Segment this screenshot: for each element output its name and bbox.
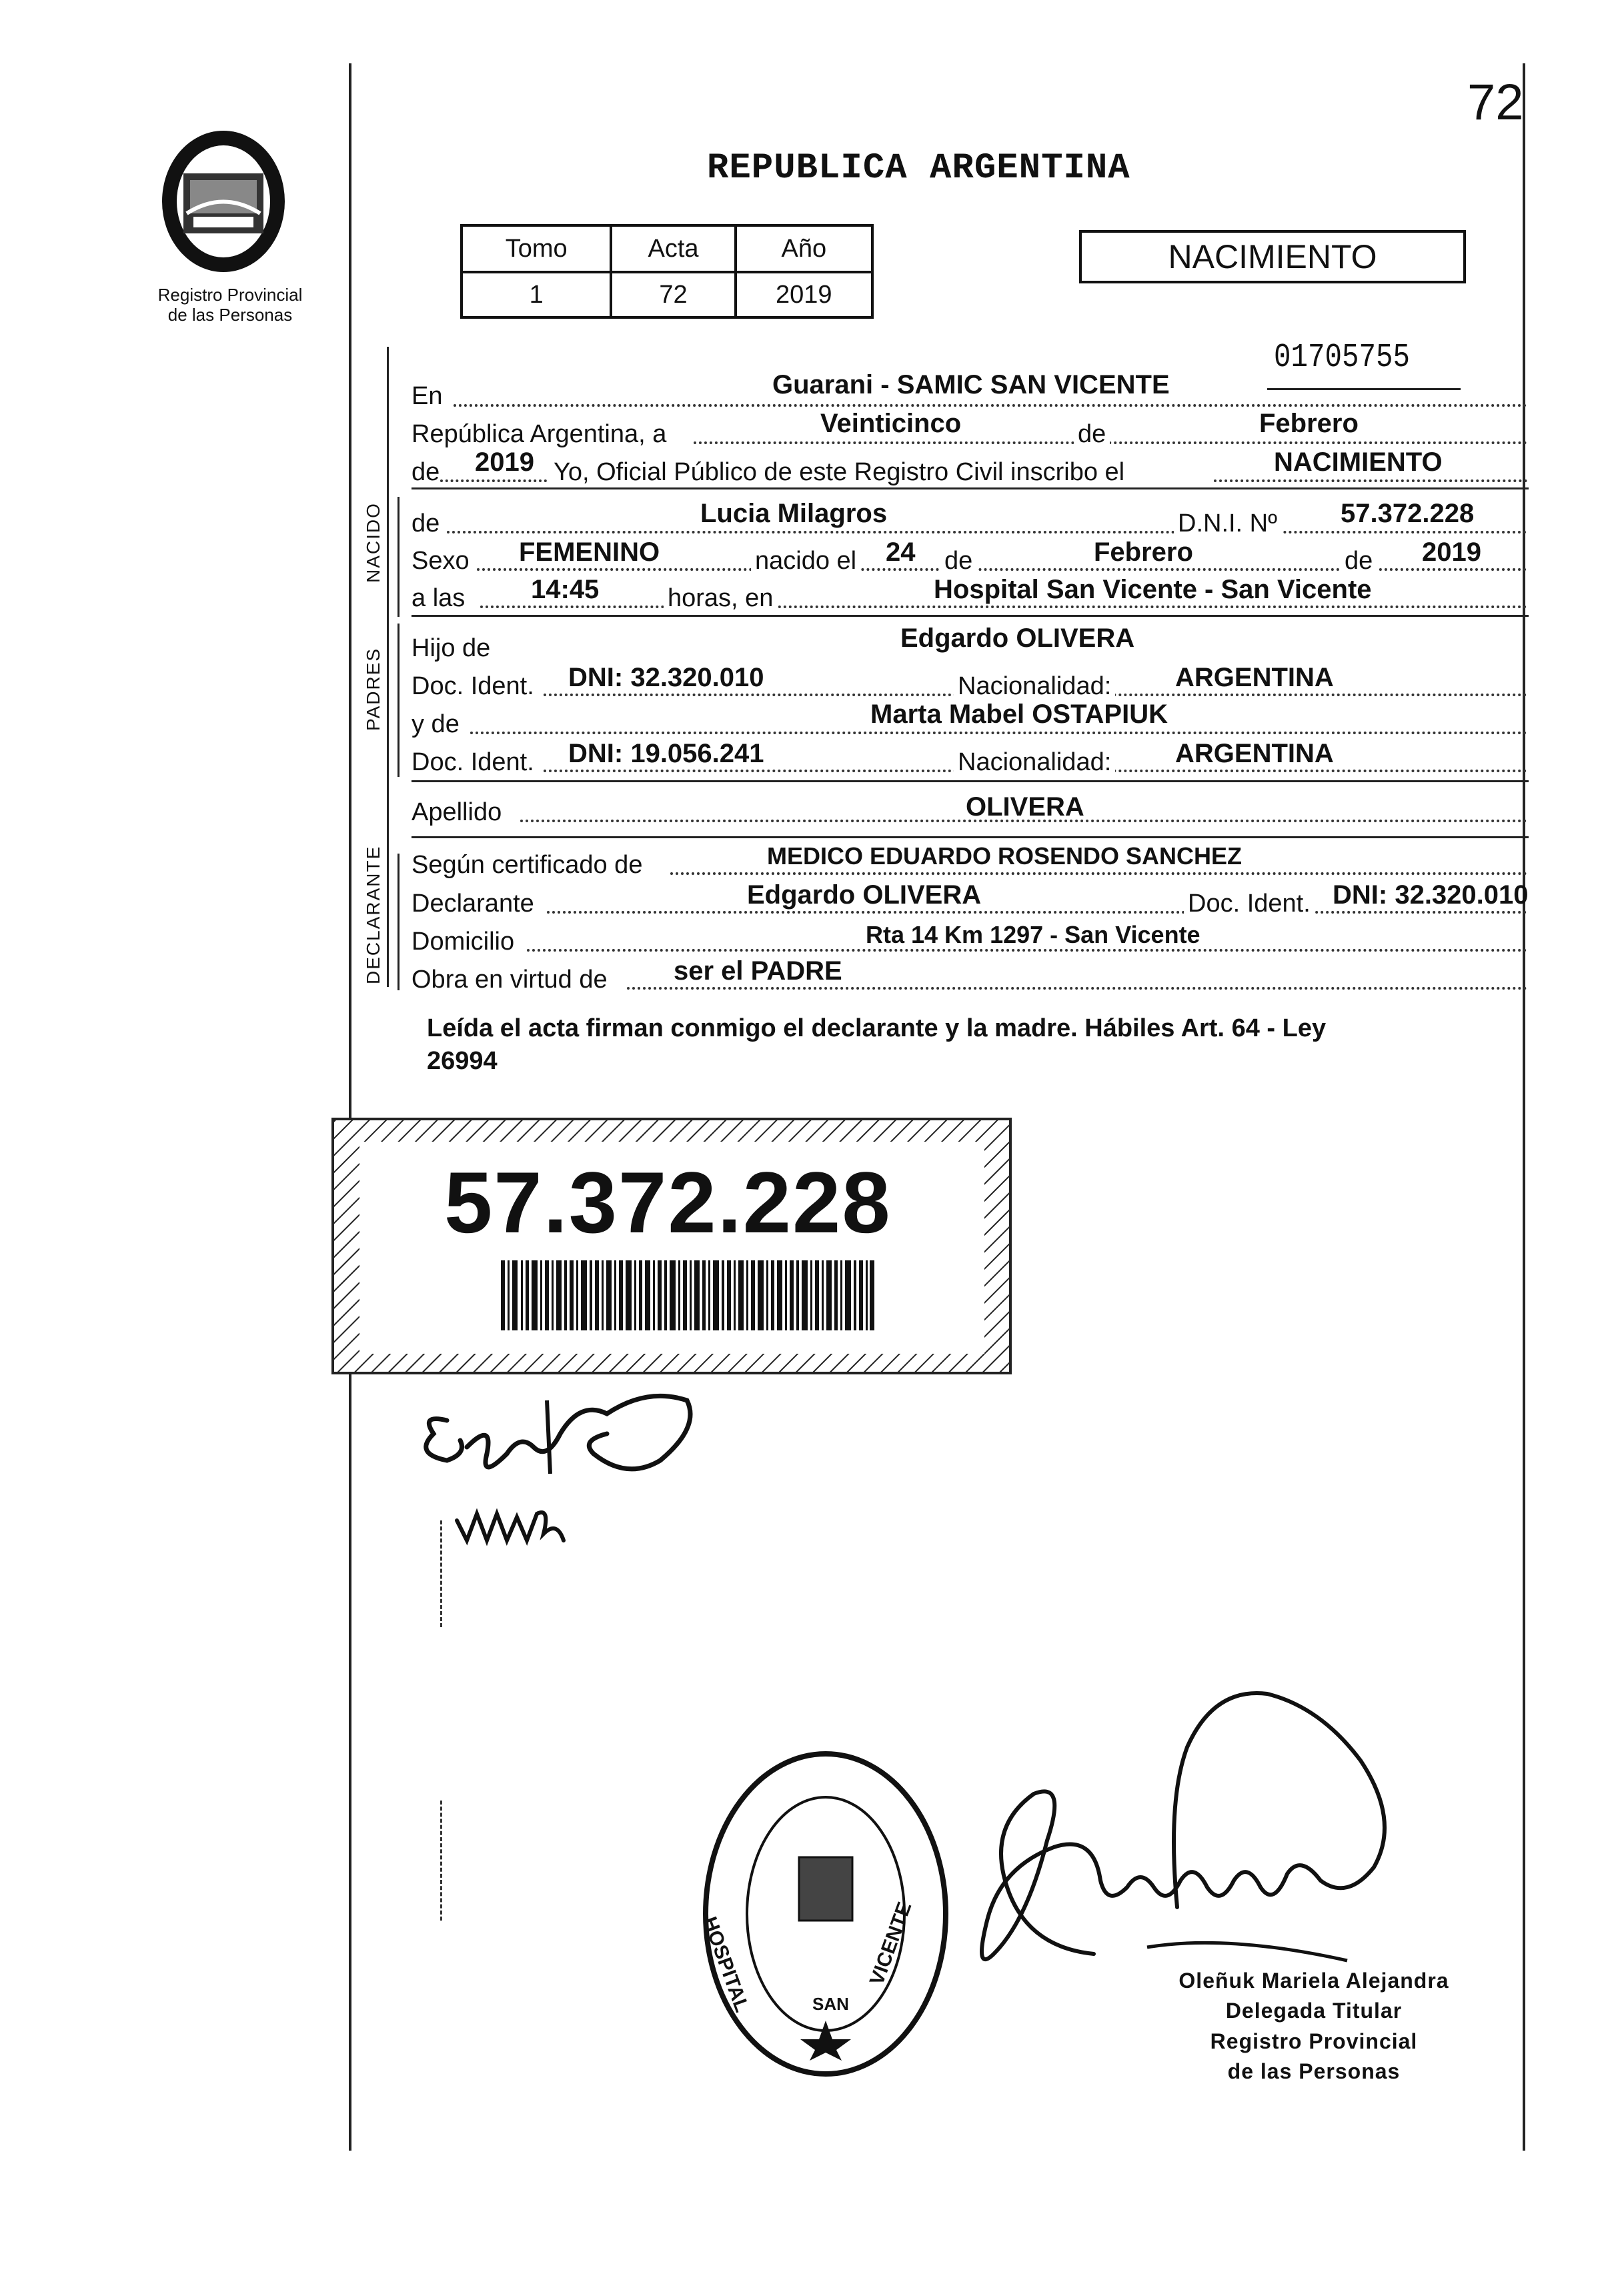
label-nacido-el: nacido el bbox=[751, 548, 860, 574]
signatory-office-1: Registro Provincial bbox=[1210, 2029, 1418, 2053]
official-signature-icon bbox=[947, 1667, 1414, 2001]
dots-hora bbox=[480, 606, 1527, 608]
label-oficial: Yo, Oficial Público de este Registro Civil inscribo el bbox=[554, 458, 1125, 486]
guide-dash-1 bbox=[440, 1520, 442, 1627]
padre-nac-value: ARGENTINA bbox=[1175, 663, 1334, 692]
dots-republica bbox=[694, 441, 1527, 444]
dni-value: 57.372.228 bbox=[1341, 499, 1475, 528]
label-doc-madre: Doc. Ident. bbox=[412, 748, 534, 776]
apellido-value: OLIVERA bbox=[966, 792, 1084, 822]
declarante-value: Edgardo OLIVERA bbox=[747, 880, 982, 910]
declarante-signature-icon bbox=[407, 1374, 700, 1507]
rule-top-declarante bbox=[412, 836, 1529, 838]
label-dni: D.N.I. Nº bbox=[1174, 511, 1281, 536]
dots-nombre bbox=[447, 531, 1527, 533]
dots-year bbox=[440, 479, 547, 482]
serial-underline bbox=[1267, 388, 1461, 390]
closing-line-2: 26994 bbox=[427, 1046, 498, 1075]
barcode-icon bbox=[501, 1260, 874, 1330]
mes-nac-value: Febrero bbox=[1094, 537, 1193, 567]
signatory-office-2: de las Personas bbox=[1227, 2059, 1401, 2084]
tomo-value: 1 bbox=[462, 272, 611, 317]
madre-signature-icon bbox=[450, 1494, 597, 1554]
label-de-nombre: de bbox=[412, 509, 440, 537]
dia-nac-value: 24 bbox=[886, 537, 916, 567]
dni-sticker-number: 57.372.228 bbox=[444, 1154, 892, 1251]
label-de-year: de bbox=[412, 458, 440, 486]
signatory-role: Delegada Titular bbox=[1225, 1999, 1403, 2023]
label-nac-madre: Nacionalidad: bbox=[954, 750, 1115, 775]
dots-en bbox=[454, 404, 1527, 407]
signatory-name: Oleñuk Mariela Alejandra bbox=[1178, 1969, 1449, 1993]
anio-value: 2019 bbox=[736, 272, 872, 317]
obra-value: ser el PADRE bbox=[674, 956, 842, 986]
closing-statement bbox=[427, 1012, 1507, 1077]
label-obra: Obra en virtud de bbox=[412, 966, 608, 994]
dots-declarante bbox=[547, 911, 1527, 914]
label-de-mes: de bbox=[1074, 421, 1110, 447]
left-margin-rule bbox=[349, 63, 351, 2151]
right-margin-rule bbox=[1523, 63, 1525, 2151]
guide-dash-2 bbox=[440, 1801, 442, 1921]
register-table bbox=[460, 224, 874, 319]
lugar-nac-value: Hospital San Vicente - San Vicente bbox=[934, 575, 1372, 604]
acto-value: NACIMIENTO bbox=[1274, 447, 1443, 477]
acta-header: Acta bbox=[611, 225, 735, 272]
logo-caption-line1: Registro Provincial bbox=[157, 285, 303, 305]
madre-value: Marta Mabel OSTAPIUK bbox=[870, 700, 1168, 729]
acta-value: 72 bbox=[611, 272, 735, 317]
nombre-value: Lucia Milagros bbox=[700, 499, 888, 528]
logo-caption-line2: de las Personas bbox=[167, 304, 293, 325]
doc-type-box bbox=[1079, 230, 1466, 283]
label-a-las: a las bbox=[412, 584, 466, 612]
signatory-block bbox=[1140, 1966, 1487, 2087]
dots-acto bbox=[1214, 479, 1527, 482]
dia-letras-value: Veinticinco bbox=[820, 409, 962, 438]
mes-value: Febrero bbox=[1259, 409, 1359, 438]
closing-line-1: Leída el acta firman conmigo el declarante y la madre. Hábiles Art. 64 - Ley bbox=[427, 1014, 1327, 1042]
page-number: 72 bbox=[1467, 74, 1524, 131]
hora-value: 14:45 bbox=[531, 575, 600, 604]
label-apellido: Apellido bbox=[412, 798, 502, 826]
label-de-anio-nac: de bbox=[1341, 548, 1377, 574]
dots-obra bbox=[627, 987, 1527, 990]
madre-doc-value: DNI: 19.056.241 bbox=[568, 739, 764, 768]
stamp-vicente: VICENTE bbox=[866, 1899, 916, 1989]
stamp-hospital: HOSPITAL bbox=[698, 1914, 754, 2015]
label-en: En bbox=[412, 382, 443, 410]
label-domicilio: Domicilio bbox=[412, 928, 515, 956]
label-hijo-de: Hijo de bbox=[412, 634, 491, 662]
dots-domicilio bbox=[527, 949, 1527, 952]
tomo-header: Tomo bbox=[462, 225, 611, 272]
side-rule-padres bbox=[397, 624, 399, 777]
stamp-san: SAN bbox=[812, 1994, 849, 2014]
side-label-nacido: NACIDO bbox=[363, 502, 383, 583]
rule-top-apellido bbox=[412, 780, 1529, 782]
label-sexo: Sexo bbox=[412, 547, 470, 575]
side-label-padres: PADRES bbox=[363, 647, 383, 731]
side-rule-nacido bbox=[397, 497, 399, 617]
madre-nac-value: ARGENTINA bbox=[1175, 739, 1334, 768]
dots-certificado bbox=[670, 872, 1527, 875]
anio-header: Año bbox=[736, 225, 872, 272]
form-left-rule bbox=[387, 347, 389, 987]
document-title: REPUBLICA ARGENTINA bbox=[707, 148, 1130, 189]
doc-type: NACIMIENTO bbox=[1168, 238, 1377, 275]
registry-stamp bbox=[699, 1747, 952, 2081]
label-declarante: Declarante bbox=[412, 890, 534, 918]
declarante-doc-value: DNI: 32.320.010 bbox=[1333, 880, 1529, 910]
rule-top-padres bbox=[412, 615, 1529, 617]
label-segun: Según certificado de bbox=[412, 851, 643, 879]
padre-doc-value: DNI: 32.320.010 bbox=[568, 663, 764, 692]
registry-logo bbox=[157, 127, 290, 277]
sexo-value: FEMENINO bbox=[519, 537, 660, 567]
misiones-seal-icon bbox=[157, 127, 290, 277]
logo-caption bbox=[133, 285, 327, 325]
domicilio-value: Rta 14 Km 1297 - San Vicente bbox=[866, 921, 1200, 948]
label-republica: República Argentina, a bbox=[412, 420, 667, 448]
rule-top-nacido bbox=[412, 487, 1529, 489]
side-label-declarante: DECLARANTE bbox=[363, 845, 383, 984]
anio-nac-value: 2019 bbox=[1422, 537, 1481, 567]
label-nac-padre: Nacionalidad: bbox=[954, 674, 1115, 699]
certificado-value: MEDICO EDUARDO ROSENDO SANCHEZ bbox=[767, 842, 1243, 870]
label-declarante-doc: Doc. Ident. bbox=[1184, 891, 1315, 916]
dni-sticker bbox=[331, 1118, 1012, 1374]
side-rule-declarante bbox=[397, 854, 399, 990]
label-de-mes-nac: de bbox=[940, 548, 976, 574]
dots-madre bbox=[470, 732, 1527, 734]
label-doc-padre: Doc. Ident. bbox=[412, 672, 534, 700]
padre-value: Edgardo OLIVERA bbox=[900, 624, 1135, 653]
label-horas-en: horas, en bbox=[664, 586, 777, 611]
anio-value: 2019 bbox=[475, 447, 534, 477]
label-y-de: y de bbox=[412, 710, 460, 738]
lugar-value: Guarani - SAMIC SAN VICENTE bbox=[772, 370, 1170, 399]
serial-number: 01705755 bbox=[1274, 339, 1411, 377]
